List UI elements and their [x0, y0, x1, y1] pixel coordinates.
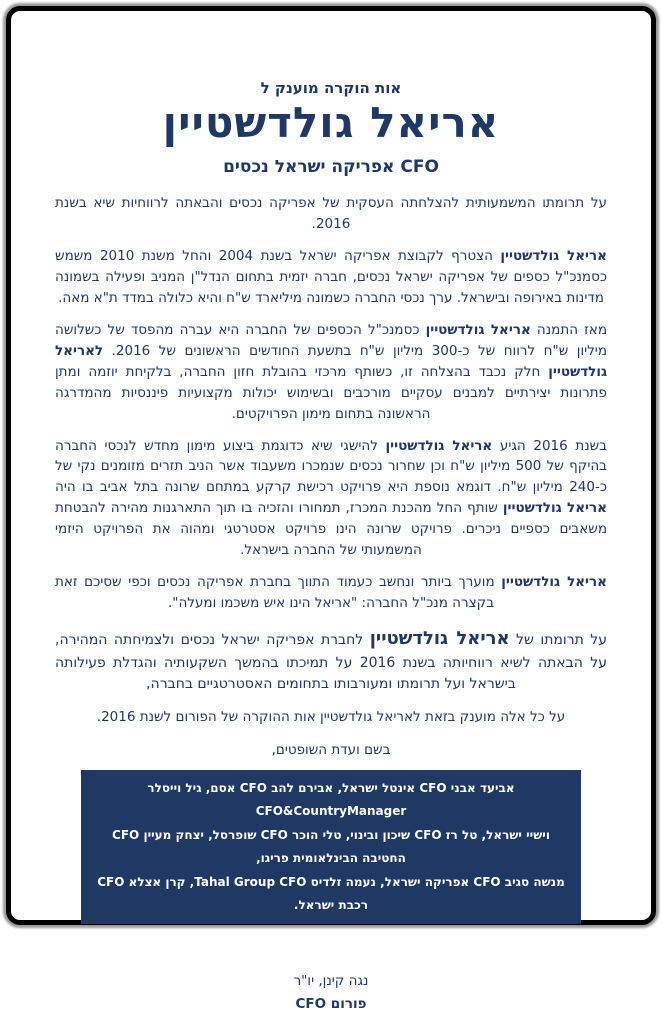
honoree-name-emphasis: אריאל גולדשטיין — [500, 248, 607, 265]
judges-box — [81, 770, 581, 924]
paragraph-text: חלק נכבד בהצלחה זו, כשותף מרכזי בהובלת חזון החברה, בלקיחת יוזמה ומתן פתרונות יצירתיים למבנים עסקיים מורכבים ובשימוש יכולות מקצועיות פיננסיות מהמדרגה הראשונה בתחום מימון הפרויקטים. — [55, 363, 607, 422]
honoree-name-emphasis: אריאל גולדשטיין — [501, 574, 607, 591]
paragraph-text: על תרומתו המשמעותית להצלחתה העסקית של אפריקה נכסים והבאתה לרווחיות שיא בשנת 2016. — [55, 195, 607, 233]
paragraph — [55, 193, 607, 235]
honoree-name-emphasis: אריאל גולדשטיין — [369, 627, 510, 649]
paragraph — [55, 436, 607, 562]
subtitle: CFO אפריקה ישראל נכסים — [223, 157, 439, 178]
honoree-name-emphasis: אריאל גולדשטיין — [385, 437, 493, 454]
signature-name: נגה קינן, יו"ר — [293, 973, 369, 990]
paragraph — [55, 320, 607, 425]
document-body — [55, 193, 607, 728]
signature-block — [55, 970, 607, 1016]
paragraph-text: להישגי שיא כדוגמת ביצוע מימון מחדש לנכסי החברה בהיקף של 500 מיליון ש"ח וכן שחרור נכסים שנמכרו משעבוד אשר הניב תזרים מזומנים נקי של כ-240 מיליון ש"ח. דוגמא נוספת היא פרויקט רכישת קרקע במתחם שרונה בתל אביב בו היה — [55, 437, 607, 496]
paragraph-text: מוערך ביותר ונחשב כעמוד התווך בחברת אפריקה נכסים וכפי שסיכם זאת בקצרה מנכ"ל החברה: "אריאל הינו איש משכמו ומעלה". — [55, 574, 502, 611]
pre-title: אות הוקרה מוענק ל — [260, 79, 402, 97]
paragraph-text: בשנת 2016 הגיע — [492, 437, 607, 454]
honoree-name-emphasis: אריאל גולדשטיין — [502, 500, 607, 517]
paragraph-text: על כל אלה מוענק בזאת לאריאל גולדשטיין אות ההוקרה של הפורום לשנת 2016. — [96, 709, 566, 726]
judges-box-line: מנשה סגיב CFO אפריקה ישראל, נעמה זלדיס Tahal Group CFO, קרן אצלא CFO רכבת ישראל. — [97, 874, 565, 913]
paragraph-text: מאז התמנה — [530, 321, 607, 338]
paragraph — [55, 246, 607, 309]
committee-line: בשם ועדת השופטים, — [271, 742, 391, 759]
page-title: אריאל גולדשטיין — [162, 98, 500, 147]
paragraph-text: על תרומתו של — [509, 631, 608, 648]
paragraph-text: לחברת אפריקה ישראל נכסים ולצמיחתה המהירה, על הבאתה לשיא רווחיותה בשנת 2016 על תמיכתו בהמשך השקעותיה והגדלת פעילותה בישראל ועל תרומתו ומעורבותו בתחומים האסטרטגיים בחברה, — [55, 631, 607, 693]
signature-org: פורום CFO — [295, 996, 367, 1013]
paragraph — [55, 625, 607, 696]
paragraph-text: כסמנכ"ל הכספים של החברה היא עברה מהפסד של כשלושה מיליון ש"ח לרווח של כ-300 מיליון ש"ח בתשעת החודשים הראשונים של 2016. — [55, 321, 607, 359]
judges-box-line: אביעד אבני CFO אינטל ישראל, אבירם להב CFO אסם, גיל וייסלר CFO&CountryManager — [147, 781, 515, 819]
paragraph — [55, 707, 607, 728]
paragraph-text: הצטרף לקבוצת אפריקה ישראל בשנת 2004 והחל משנת 2010 משמש כסמנכ"ל כספים של אפריקה ישראל נכסים, חברה יזמית בתחום הנדל"ן המניב ופעילה בשמונה מדינות באירופה ובישראל. ערך נכסי החברה כשמונה מיליארד ש"ח והיא כלולה במדד ת"א מאה. — [55, 248, 607, 306]
honoree-name-emphasis: אריאל גולדשטיין — [425, 321, 531, 338]
paragraph-text: שותף החל מהכנת המכרז, תמחורו והזכיה בו תוך התארגנות מהירה להבטחת משאבים כספיים ניכרים. פרויקט שרונה הינו פרויקט אסטרטגי ומהוה את הפרויקט היזמי המשמעותי של החברה בישראל. — [55, 500, 607, 559]
judges-box-line: וישיי ישראל, טל רז CFO שיכון ובינוי, טלי הוכר CFO שופרסל, יצחק מעיין CFO החטיבה הבינלאומית פריגו, — [112, 827, 550, 866]
paragraph — [55, 572, 607, 614]
honoree-name-emphasis: לאריאל גולדשטיין — [55, 342, 607, 380]
certificate-card — [6, 6, 656, 1013]
